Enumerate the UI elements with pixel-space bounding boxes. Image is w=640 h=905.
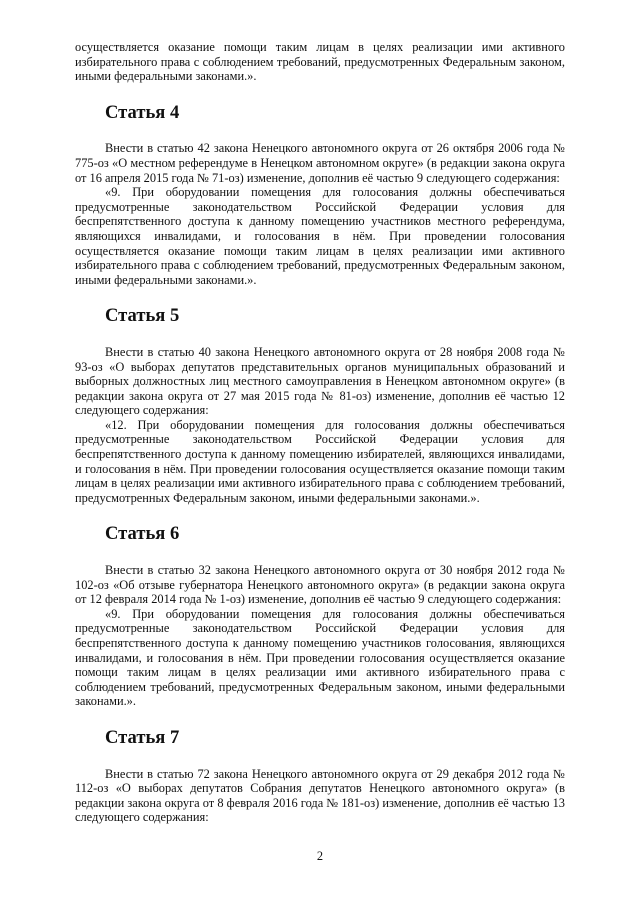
article-6-quote: «9. При оборудовании помещения для голосования должны обеспечиваться предусмотренные законодательством Российской Федерации условия для беспрепятственного доступа к данному помещению участников голосования, являющихся инвалидами, и голосования в нём. При проведении голосования осуществляется оказание помощи таким лицам в целях реализации ими активного избирательного права с соблюдением требований, предусмотренных Федеральным законом, иными федеральными законами.». [75, 606, 565, 709]
document-page [75, 40, 565, 825]
article-4-lead: Внести в статью 42 закона Ненецкого автономного округа от 26 октября 2006 года № 775-оз «О местном референдуме в Ненецком автономном округе» (в редакции закона округа от 16 апреля 2015 года № 71-оз) изменение, дополнив её частью 9 следующего содержания: [75, 141, 565, 185]
article-5-heading: Статья 5 [105, 305, 180, 327]
article-4-heading: Статья 4 [105, 101, 180, 123]
article-6-lead: Внести в статью 32 закона Ненецкого автономного округа от 30 ноября 2012 года № 102-оз «Об отзыве губернатора Ненецкого автономного округа» (в редакции закона округа от 12 февраля 2014 года № 1-оз) изменение, дополнив её частью 9 следующего содержания: [75, 563, 565, 607]
page-number: 2 [316, 849, 324, 863]
article-4-quote: «9. При оборудовании помещения для голосования должны обеспечиваться предусмотренные законодательством Российской Федерации условия для беспрепятственного доступа к данному помещению участников местного референдума, являющихся инвалидами, и голосования в нём. При проведении голосования осуществляется оказание помощи таким лицам в целях реализации ими активного избирательного права с соблюдением требований, предусмотренных Федеральным законом, иными федеральными законами.». [75, 185, 565, 287]
article-6-heading: Статья 6 [105, 523, 180, 545]
article-7-heading: Статья 7 [105, 726, 180, 748]
intro-paragraph: осуществляется оказание помощи таким лицам в целях реализации ими активного избирательного права с соблюдением требований, предусмотренных Федеральным законом, иными федеральными законами.». [75, 40, 565, 84]
article-5-lead: Внести в статью 40 закона Ненецкого автономного округа от 28 ноября 2008 года № 93-оз «О выборах депутатов представительных органов муниципальных образований и выборных должностных лиц местного самоуправления в Ненецком автономном округе» (в редакции закона округа от 27 мая 2015 года № 81-оз) изменение, дополнив её частью 12 следующего содержания: [75, 344, 565, 418]
article-5-quote: «12. При оборудовании помещения для голосования должны обеспечиваться предусмотренные законодательством Российской Федерации условия для беспрепятственного доступа к данному помещению избирателей, являющихся инвалидами, и голосования в нём. При проведении голосования осуществляется оказание помощи таким лицам в целях реализации ими активного избирательного права с соблюдением требований, предусмотренных Федеральным законом, иными федеральными законами.». [75, 417, 565, 505]
article-7-lead: Внести в статью 72 закона Ненецкого автономного округа от 29 декабря 2012 года № 112-оз «О выборах депутатов Собрания депутатов Ненецкого автономного округа» (в редакции закона округа от 8 февраля 2016 года № 181-оз) изменение, дополнив её частью 13 следующего содержания: [75, 766, 565, 825]
